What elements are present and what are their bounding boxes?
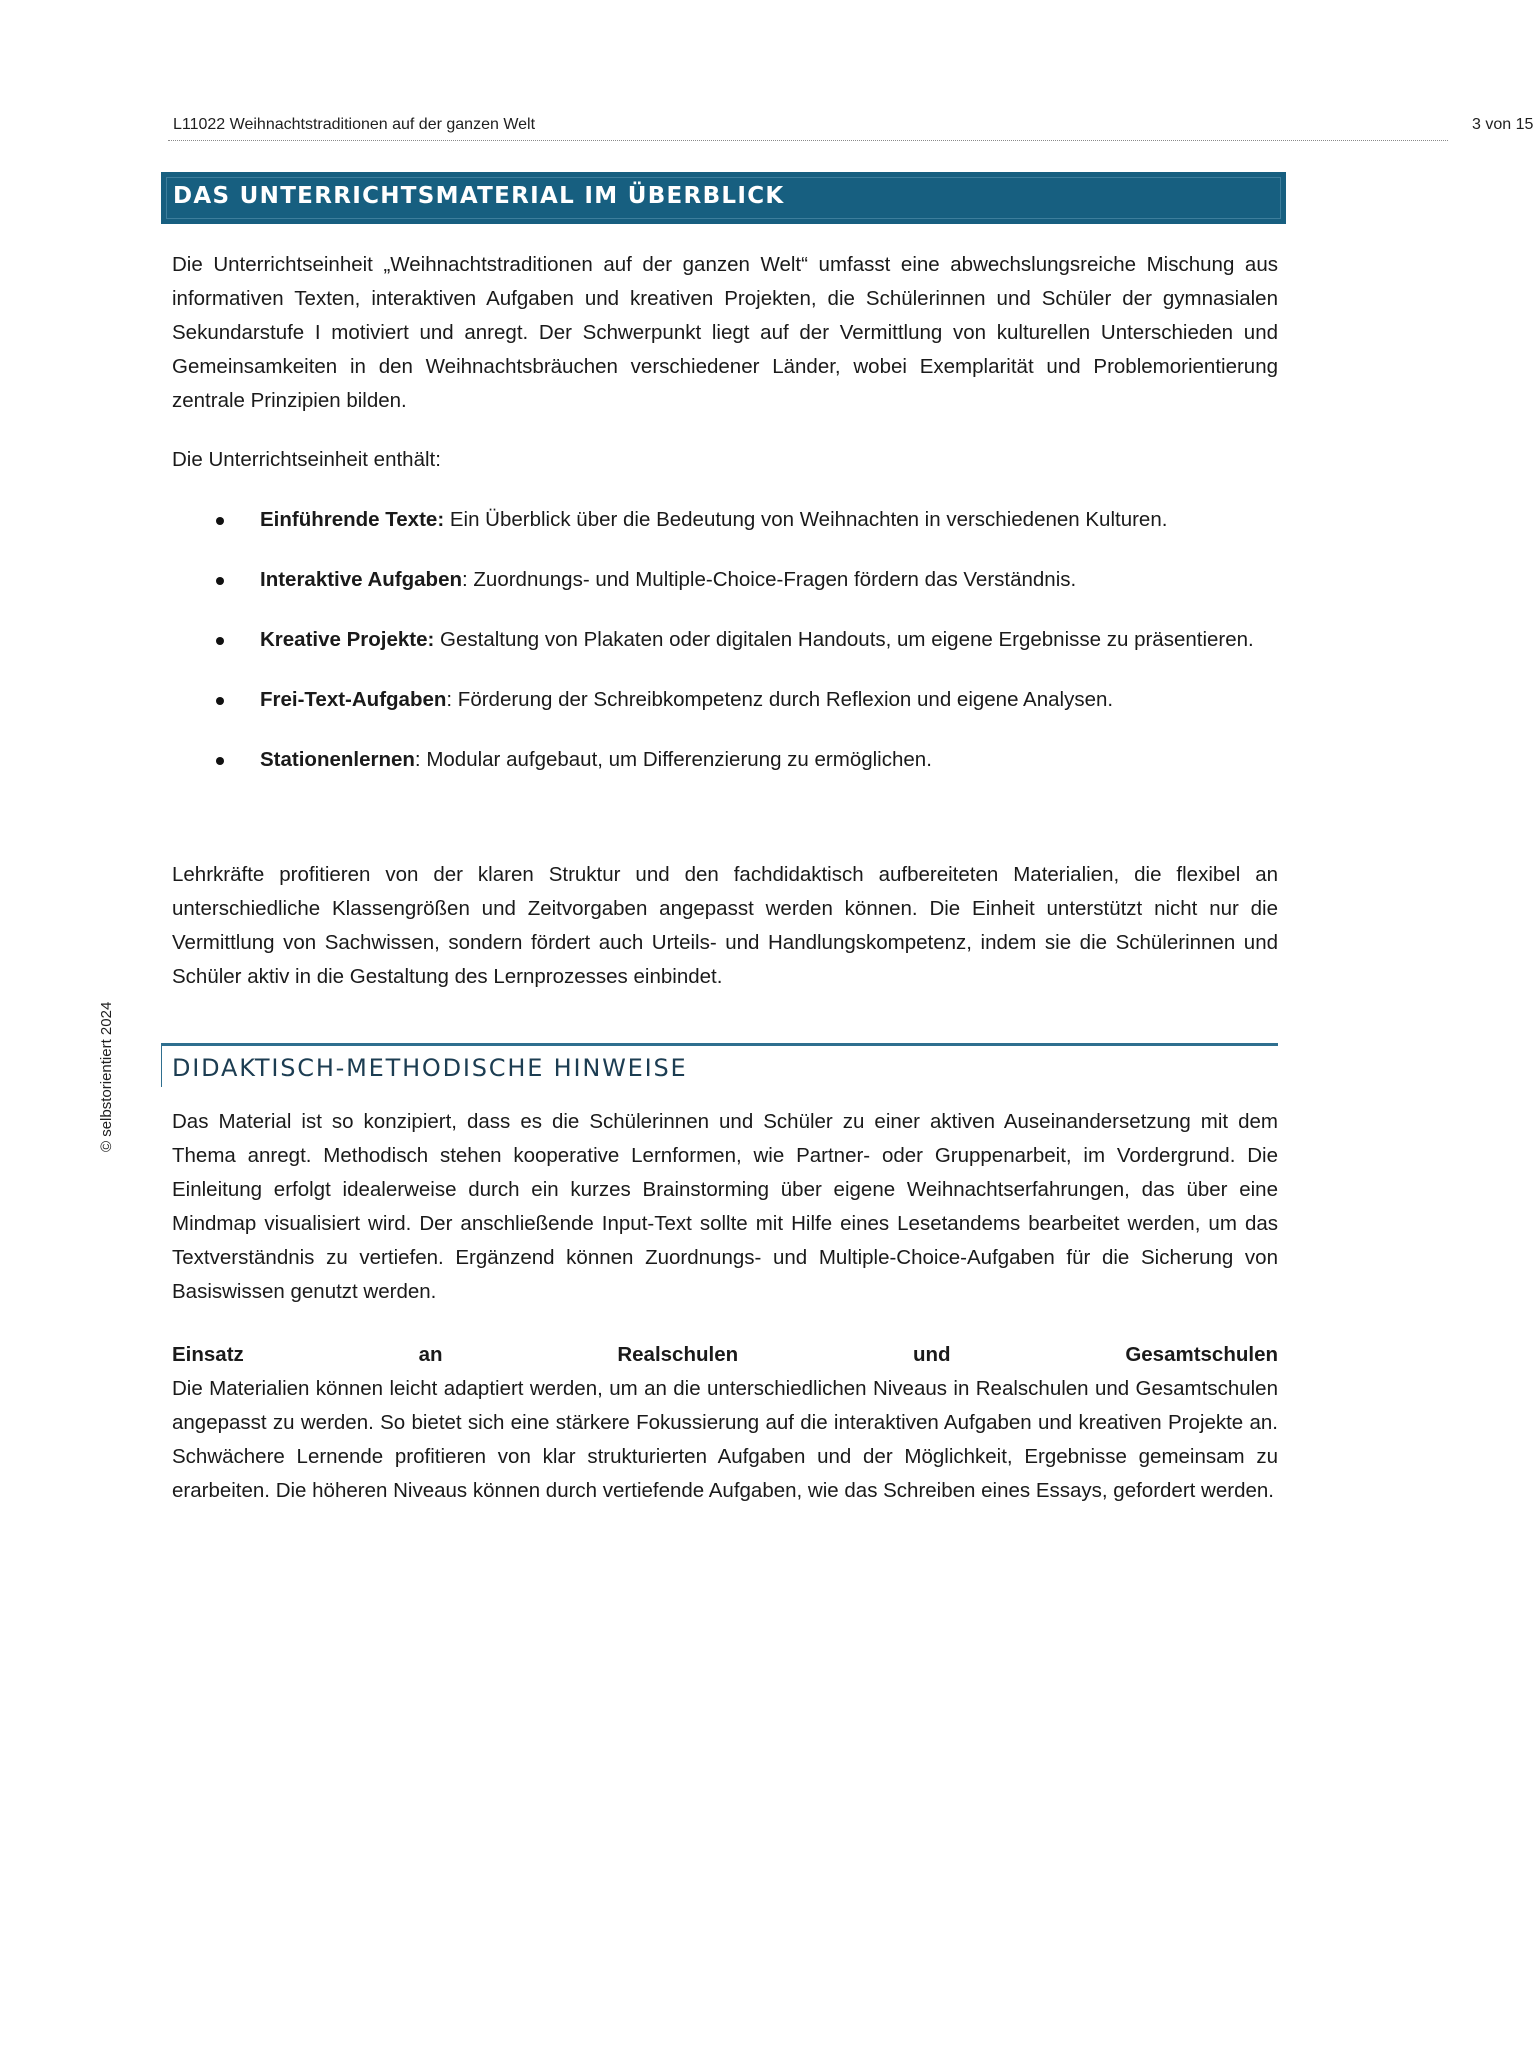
list-item [172, 623, 1278, 657]
subheading-word: Einsatz [172, 1343, 244, 1366]
bullet-icon [216, 757, 224, 765]
list-item-term: Stationenlernen [260, 748, 415, 771]
list-item [172, 683, 1278, 717]
page-header [168, 114, 1533, 141]
list-item-term: Einführende Texte: [260, 508, 445, 531]
section-title-didactic: DIDAKTISCH-METHODISCHE HINWEISE [172, 1054, 688, 1082]
section-heading [161, 1043, 1278, 1087]
subheading-word: Realschulen [617, 1343, 739, 1366]
list-item-text: Ein Überblick über die Bedeutung von Weihnachten in verschiedenen Kulturen. [444, 508, 1168, 531]
bullet-icon [216, 697, 224, 705]
list-item-term: Kreative Projekte: [260, 628, 435, 651]
page-number: 3 von 15 [1472, 116, 1533, 133]
schools-paragraph: Die Materialien können leicht adaptiert werden, um an die unterschiedlichen Niveaus in Realschulen und Gesamtschulen angepasst zu werden. So bietet sich eine stärkere Fokussierung auf die interaktiven Aufgaben und kreativen Projekte an. Schwächere Lernende profitieren von klar strukturierten Aufgaben und der Möglichkeit, Ergebnisse gemeinsam zu erarbeiten. Die höheren Niveaus können durch vertiefende Aufgaben, wie das Schreiben eines Essays, gefordert werden. [172, 1377, 1278, 1502]
side-copyright: © selbstorientiert 2024 [98, 1001, 115, 1152]
list-item-term: Interaktive Aufgaben [260, 568, 463, 591]
subheading-word: und [912, 1343, 951, 1366]
list-item [172, 563, 1278, 597]
section-title-overview: DAS UNTERRICHTSMATERIAL IM ÜBERBLICK [173, 183, 785, 209]
list-item-text: : Modular aufgebaut, um Differenzierung zu ermöglichen. [414, 748, 932, 771]
bullet-icon [216, 637, 224, 645]
list-item-text: : Zuordnungs- und Multiple-Choice-Fragen fördern das Verständnis. [462, 568, 1077, 591]
subheading-schools [172, 1338, 1278, 1372]
list-item-text: Gestaltung von Plakaten oder digitalen Handouts, um eigene Ergebnisse zu präsentieren. [434, 628, 1254, 651]
bullet-icon [216, 577, 224, 585]
document-title: L11022 Weihnachtstraditionen auf der ganzen Welt [173, 116, 536, 133]
list-lead-paragraph: Die Unterrichtseinheit enthält: [172, 448, 441, 471]
section-banner [161, 172, 1286, 224]
subheading-word: an [418, 1343, 443, 1366]
teacher-paragraph: Lehrkräfte profitieren von der klaren Struktur und den fachdidaktisch aufbereiteten Materialien, die flexibel an unterschiedliche Klassengrößen und Zeitvorgaben angepasst werden können. Die Einheit unterstützt nicht nur die Vermittlung von Sachwissen, sondern fördert auch Urteils- und Handlungskompetenz, indem sie die Schülerinnen und Schüler aktiv in die Gestaltung des Lernprozesses einbindet. [172, 863, 1278, 988]
method-paragraph: Das Material ist so konzipiert, dass es die Schülerinnen und Schüler zu einer aktiven Auseinandersetzung mit dem Thema anregt. Methodisch stehen kooperative Lernformen, wie Partner- oder Gruppenarbeit, im Vordergrund. Die Einleitung erfolgt idealerweise durch ein kurzes Brainstorming über eigene Weihnachtserfahrungen, das über eine Mindmap visualisiert wird. Der anschließende Input-Text sollte mit Hilfe eines Lesetandems bearbeitet werden, um das Textverständnis zu vertiefen. Ergänzend können Zuordnungs- und Multiple-Choice-Aufgaben für die Sicherung von Basiswissen genutzt werden. [172, 1110, 1278, 1303]
list-item-text: : Förderung der Schreibkompetenz durch Reflexion und eigene Analysen. [446, 688, 1114, 711]
list-item [172, 743, 1278, 777]
list-item-term: Frei-Text-Aufgaben [260, 688, 447, 711]
subheading-word: Gesamtschulen [1125, 1343, 1278, 1366]
bullet-icon [216, 517, 224, 525]
list-item [172, 503, 1278, 537]
intro-paragraph: Die Unterrichtseinheit „Weihnachtstraditionen auf der ganzen Welt“ umfasst eine abwechslungsreiche Mischung aus informativen Texten, interaktiven Aufgaben und kreativen Projekten, die Schülerinnen und Schüler der gymnasialen Sekundarstufe I motiviert und anregt. Der Schwerpunkt liegt auf der Vermittlung von kulturellen Unterschieden und Gemeinsamkeiten in den Weihnachtsbräuchen verschiedener Länder, wobei Exemplarität und Problemorientierung zentrale Prinzipien bilden. [172, 253, 1278, 412]
feature-list [172, 503, 1278, 803]
